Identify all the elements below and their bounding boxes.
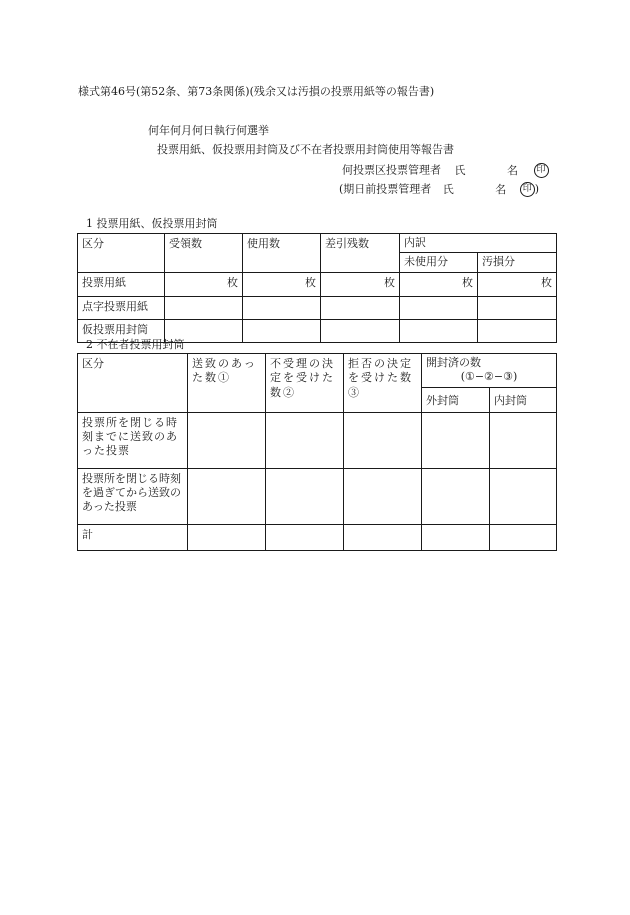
election-name: 何年何月何日執行何選挙 [148,124,269,137]
absentee-envelope-table [77,353,557,551]
header-inner-envelope: 内封筒 [490,387,557,412]
header-category: 区分 [78,354,188,413]
manager-2-title: 期日前投票管理者 [343,182,432,196]
manager-1-mei: 名 [507,163,518,177]
row-label: 投票所を閉じる時刻までに送致のあった投票 [78,412,188,468]
empty-cell [188,524,266,550]
empty-cell [490,468,557,524]
empty-cell [478,319,557,342]
empty-cell [266,524,344,550]
ballot-paper-table [77,233,557,343]
empty-cell [321,296,400,319]
manager-2-open-paren: ( [339,182,344,196]
manager-1-shi: 氏 [454,163,466,177]
header-not-accepted: 不受理の決定を受けた数② [266,354,344,413]
table-row-total [78,524,557,550]
header-breakdown: 内訳 [400,234,557,253]
empty-cell [344,524,422,550]
empty-cell [243,296,321,319]
empty-cell [321,319,400,342]
unit-cell: 枚 [243,272,321,296]
empty-cell [490,412,557,468]
empty-cell [478,296,557,319]
section-1-heading: 1 投票用紙、仮投票用封筒 [86,217,218,230]
manager-2-close-paren: ) [534,182,540,196]
header-used: 使用数 [243,234,321,273]
opened-formula: (①−②−③) [460,370,518,384]
row-label: 投票用紙 [78,272,165,296]
table-row [78,296,557,319]
table-row [78,412,557,468]
header-outer-envelope: 外封筒 [422,387,490,412]
empty-cell [344,468,422,524]
row-label: 仮投票用封筒 [78,319,165,342]
row-label: 点字投票用紙 [78,296,165,319]
seal-2-icon: 印 [520,182,535,197]
unit-cell: 枚 [321,272,400,296]
manager-line-2 [339,182,539,197]
form-number-line: 様式第46号(第52条、第73条関係)(残余又は汚損の投票用紙等の報告書) [78,85,435,98]
empty-cell [400,319,478,342]
row-label: 計 [78,524,188,550]
empty-cell [165,296,243,319]
header-soiled: 汚損分 [478,253,557,272]
header-sent: 送致のあった数① [188,354,266,413]
row-label: 投票所を閉じる時刻を過ぎてから送致のあった投票 [78,468,188,524]
empty-cell [422,524,490,550]
empty-cell [400,296,478,319]
unit-cell: 枚 [478,272,557,296]
empty-cell [266,412,344,468]
manager-2-mei: 名 [495,182,507,196]
header-opened: 開封済の数 (①−②−③) [422,354,557,388]
empty-cell [344,412,422,468]
empty-cell [422,468,490,524]
seal-1-icon: 印 [534,163,549,178]
manager-2-shi: 氏 [442,182,454,196]
empty-cell [188,468,266,524]
header-unused: 未使用分 [400,253,478,272]
manager-1-title: 何投票区投票管理者 [342,163,441,177]
manager-line-1 [342,163,549,178]
table-row [78,468,557,524]
table-row [78,272,557,296]
header-balance: 差引残数 [321,234,400,273]
empty-cell [243,319,321,342]
unit-cell: 枚 [400,272,478,296]
report-title: 投票用紙、仮投票用封筒及び不在者投票用封筒使用等報告書 [157,143,454,156]
empty-cell [422,412,490,468]
empty-cell [266,468,344,524]
header-category: 区分 [78,234,165,273]
empty-cell [188,412,266,468]
empty-cell [490,524,557,550]
unit-cell: 枚 [165,272,243,296]
header-rejected: 拒否の決定を受けた数③ [344,354,422,413]
header-received: 受領数 [165,234,243,273]
section-2-heading: 2 不在者投票用封筒 [86,338,185,351]
